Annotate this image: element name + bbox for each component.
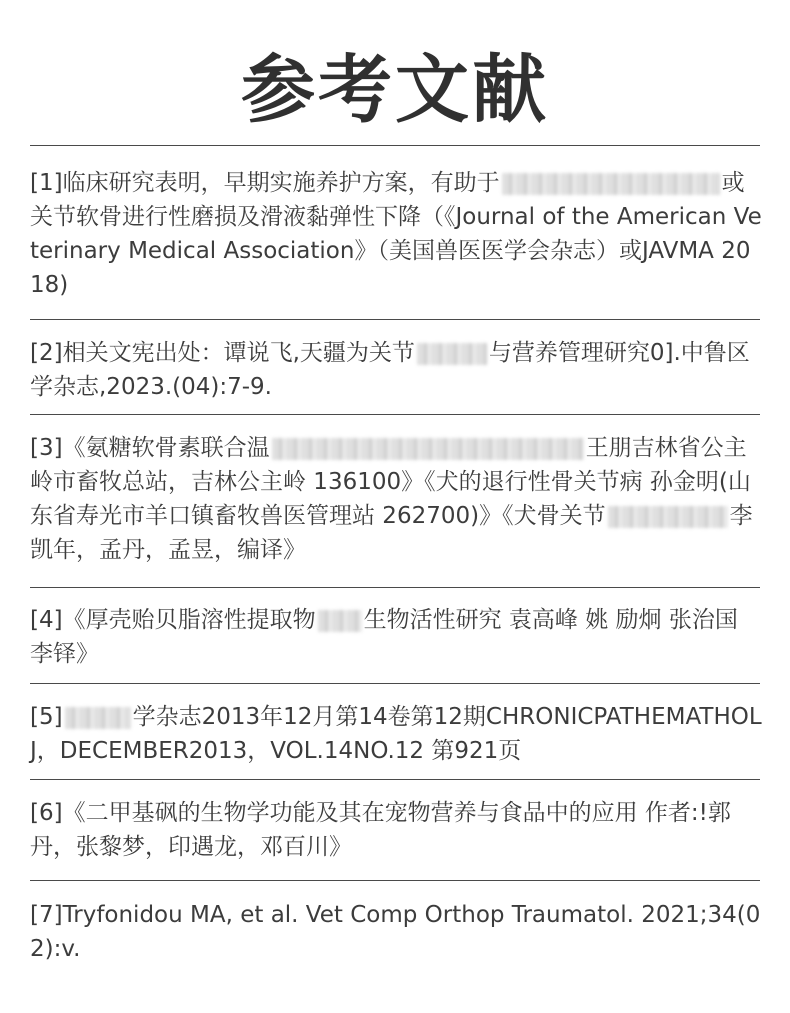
redacted-text <box>502 173 720 195</box>
divider <box>30 779 760 780</box>
reference-item-6 <box>30 796 765 864</box>
reference-text: 或关节软骨进行性磨损及滑液黏弹性下降（《Journal of the American Veterinary Medical Association》（美国兽医医学会杂志）或JAVMA 2018) <box>30 170 762 298</box>
reference-text: [4]《厚壳贻贝脂溶性提取物 <box>30 607 316 633</box>
reference-item-2 <box>30 336 765 404</box>
reference-text: [6]《二甲基砜的生物学功能及其在宠物营养与食品中的应用 作者:!郭丹，张黎梦，印遇龙，邓百川》 <box>30 800 731 860</box>
reference-text: [2]相关文宪出处：谭说飞,天疆为关节 <box>30 340 415 366</box>
reference-text: 王朋吉林省公主岭市畜牧总站，吉林公主岭 136100》《犬的退行性骨关节病 孙金明(山东省寿光市羊口镇畜牧兽医管理站 262700)》《犬骨关节 <box>30 435 751 529</box>
redacted-text <box>608 506 728 528</box>
reference-text: [1]临床研究表明，早期实施养护方案，有助于 <box>30 170 500 196</box>
redacted-text <box>417 343 487 365</box>
divider <box>30 683 760 684</box>
redacted-text <box>272 438 584 460</box>
reference-text: 生物活性研究 袁高峰 姚 励炯 张治国 李铎》 <box>30 607 738 667</box>
reference-item-5 <box>30 700 765 768</box>
reference-text: [3]《氨糖软骨素联合温 <box>30 435 270 461</box>
reference-item-4 <box>30 603 765 671</box>
reference-text: 与营养管理研究0].中鲁区学杂志,2023.(04):7-9. <box>30 340 750 400</box>
divider <box>30 319 760 320</box>
divider <box>30 145 760 146</box>
reference-item-1 <box>30 166 765 302</box>
reference-text: [7]Tryfonidou MA, et al. Vet Comp Orthop Traumatol. 2021;34(02):v. <box>30 902 761 962</box>
reference-text: [5] <box>30 704 63 730</box>
divider <box>30 414 760 415</box>
reference-text: 李凯年，孟丹，孟昱，编译》 <box>30 503 753 563</box>
divider <box>30 587 760 588</box>
page-title: 参考文献 <box>241 47 549 133</box>
divider <box>30 880 760 881</box>
redacted-text <box>65 707 131 729</box>
redacted-text <box>318 610 362 632</box>
reference-text: 学杂志2013年12月第14卷第12期CHRONICPATHEMATHOLJ，DECEMBER2013，VOL.14NO.12 第921页 <box>30 704 762 764</box>
reference-item-7 <box>30 898 765 966</box>
reference-item-3 <box>30 431 765 567</box>
